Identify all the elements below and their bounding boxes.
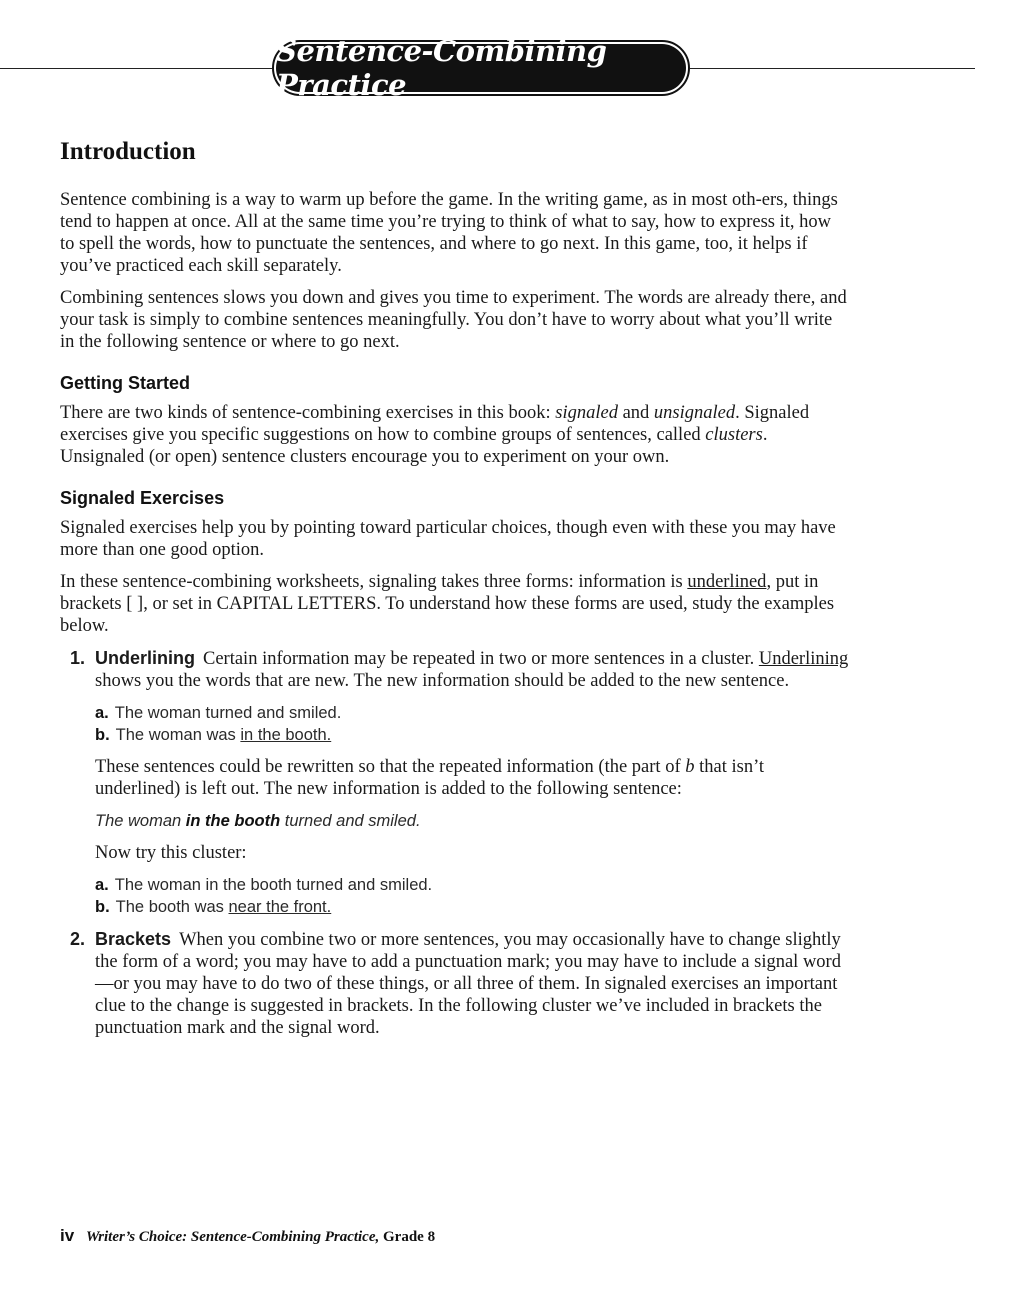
header-rule-right bbox=[690, 68, 975, 69]
intro-heading: Introduction bbox=[60, 138, 196, 165]
example-sentence-a: a. The woman in the booth turned and smiled. bbox=[95, 876, 433, 894]
combined-sentence-example: The woman in the booth turned and smiled. bbox=[95, 812, 421, 830]
example-cluster-2 bbox=[95, 874, 850, 918]
signaled-exercises-heading: Signaled Exercises bbox=[60, 488, 225, 508]
intro-paragraph-1: Sentence combining is a way to warm up before the game. In the writing game, as in most oth-ers, things tend to happen at once. All at the same time you’re trying to think of what to say, how to express it, how to spell the words, how to punctuate the sentences, and where to go next. In this game, too, it helps if you’ve practiced each skill separately. bbox=[60, 190, 838, 276]
getting-started-heading: Getting Started bbox=[60, 373, 191, 393]
example-sentence-a: a. The woman turned and smiled. bbox=[95, 704, 342, 722]
book-title: Writer’s Choice: Sentence-Combining Practice, bbox=[85, 1229, 380, 1245]
underlining-explanation: These sentences could be rewritten so that the repeated information (the part of b that isn’t underlined) is left out. The new information is added to the following sentence: bbox=[95, 757, 765, 799]
signaled-paragraph-2: In these sentence-combining worksheets, signaling takes three forms: information is underlined, put in brackets [ ], or set in CAPITAL LETTERS. To understand how these forms are used, study the examples below. bbox=[60, 572, 835, 636]
item-number: 2. bbox=[70, 929, 86, 949]
title-banner bbox=[272, 34, 690, 102]
underlining-description: Underlining Certain information may be repeated in two or more sentences in a cluster. Underlining shows you the words that are new. The new information should be added to the new sentence. bbox=[95, 648, 849, 691]
brackets-description: Brackets When you combine two or more sentences, you may occasionally have to change slightly the form of a word; you may have to add a punctuation mark; you may have to include a signal word—or you may have to do two of these things, or all three of them. In signaled exercises an important clue to the change is suggested in brackets. In the following cluster we’ve included in brackets the punctuation mark and the signal word. bbox=[95, 929, 841, 1038]
header-rule-left bbox=[0, 68, 272, 69]
try-cluster-prompt: Now try this cluster: bbox=[95, 843, 247, 863]
example-cluster-1 bbox=[95, 702, 850, 746]
page-number: iv bbox=[60, 1226, 75, 1245]
getting-started-paragraph: There are two kinds of sentence-combining exercises in this book: signaled and unsignaled. Signaled exercises give you specific suggestions on how to combine groups of sentences, called clusters. Unsignaled (or open) sentence clusters encourage you to experiment on your own. bbox=[60, 403, 810, 467]
page-footer bbox=[60, 1226, 435, 1246]
grade-label: Grade 8 bbox=[383, 1229, 436, 1245]
example-sentence-b: b. The booth was near the front. bbox=[95, 898, 332, 916]
banner-title: Sentence-Combining Practice bbox=[276, 44, 686, 92]
item-number: 1. bbox=[70, 648, 86, 668]
intro-paragraph-2: Combining sentences slows you down and gives you time to experiment. The words are already there, and your task is simply to combine sentences meaningfully. You don’t have to worry about what you’ll write in the following sentence or where to go next. bbox=[60, 288, 847, 352]
list-item-brackets bbox=[60, 928, 850, 1039]
page-content bbox=[60, 138, 850, 1049]
signaled-paragraph-1: Signaled exercises help you by pointing toward particular choices, though even with these you may have more than one good option. bbox=[60, 518, 836, 560]
list-item-underlining bbox=[60, 647, 850, 918]
example-sentence-b: b. The woman was in the booth. bbox=[95, 726, 332, 744]
